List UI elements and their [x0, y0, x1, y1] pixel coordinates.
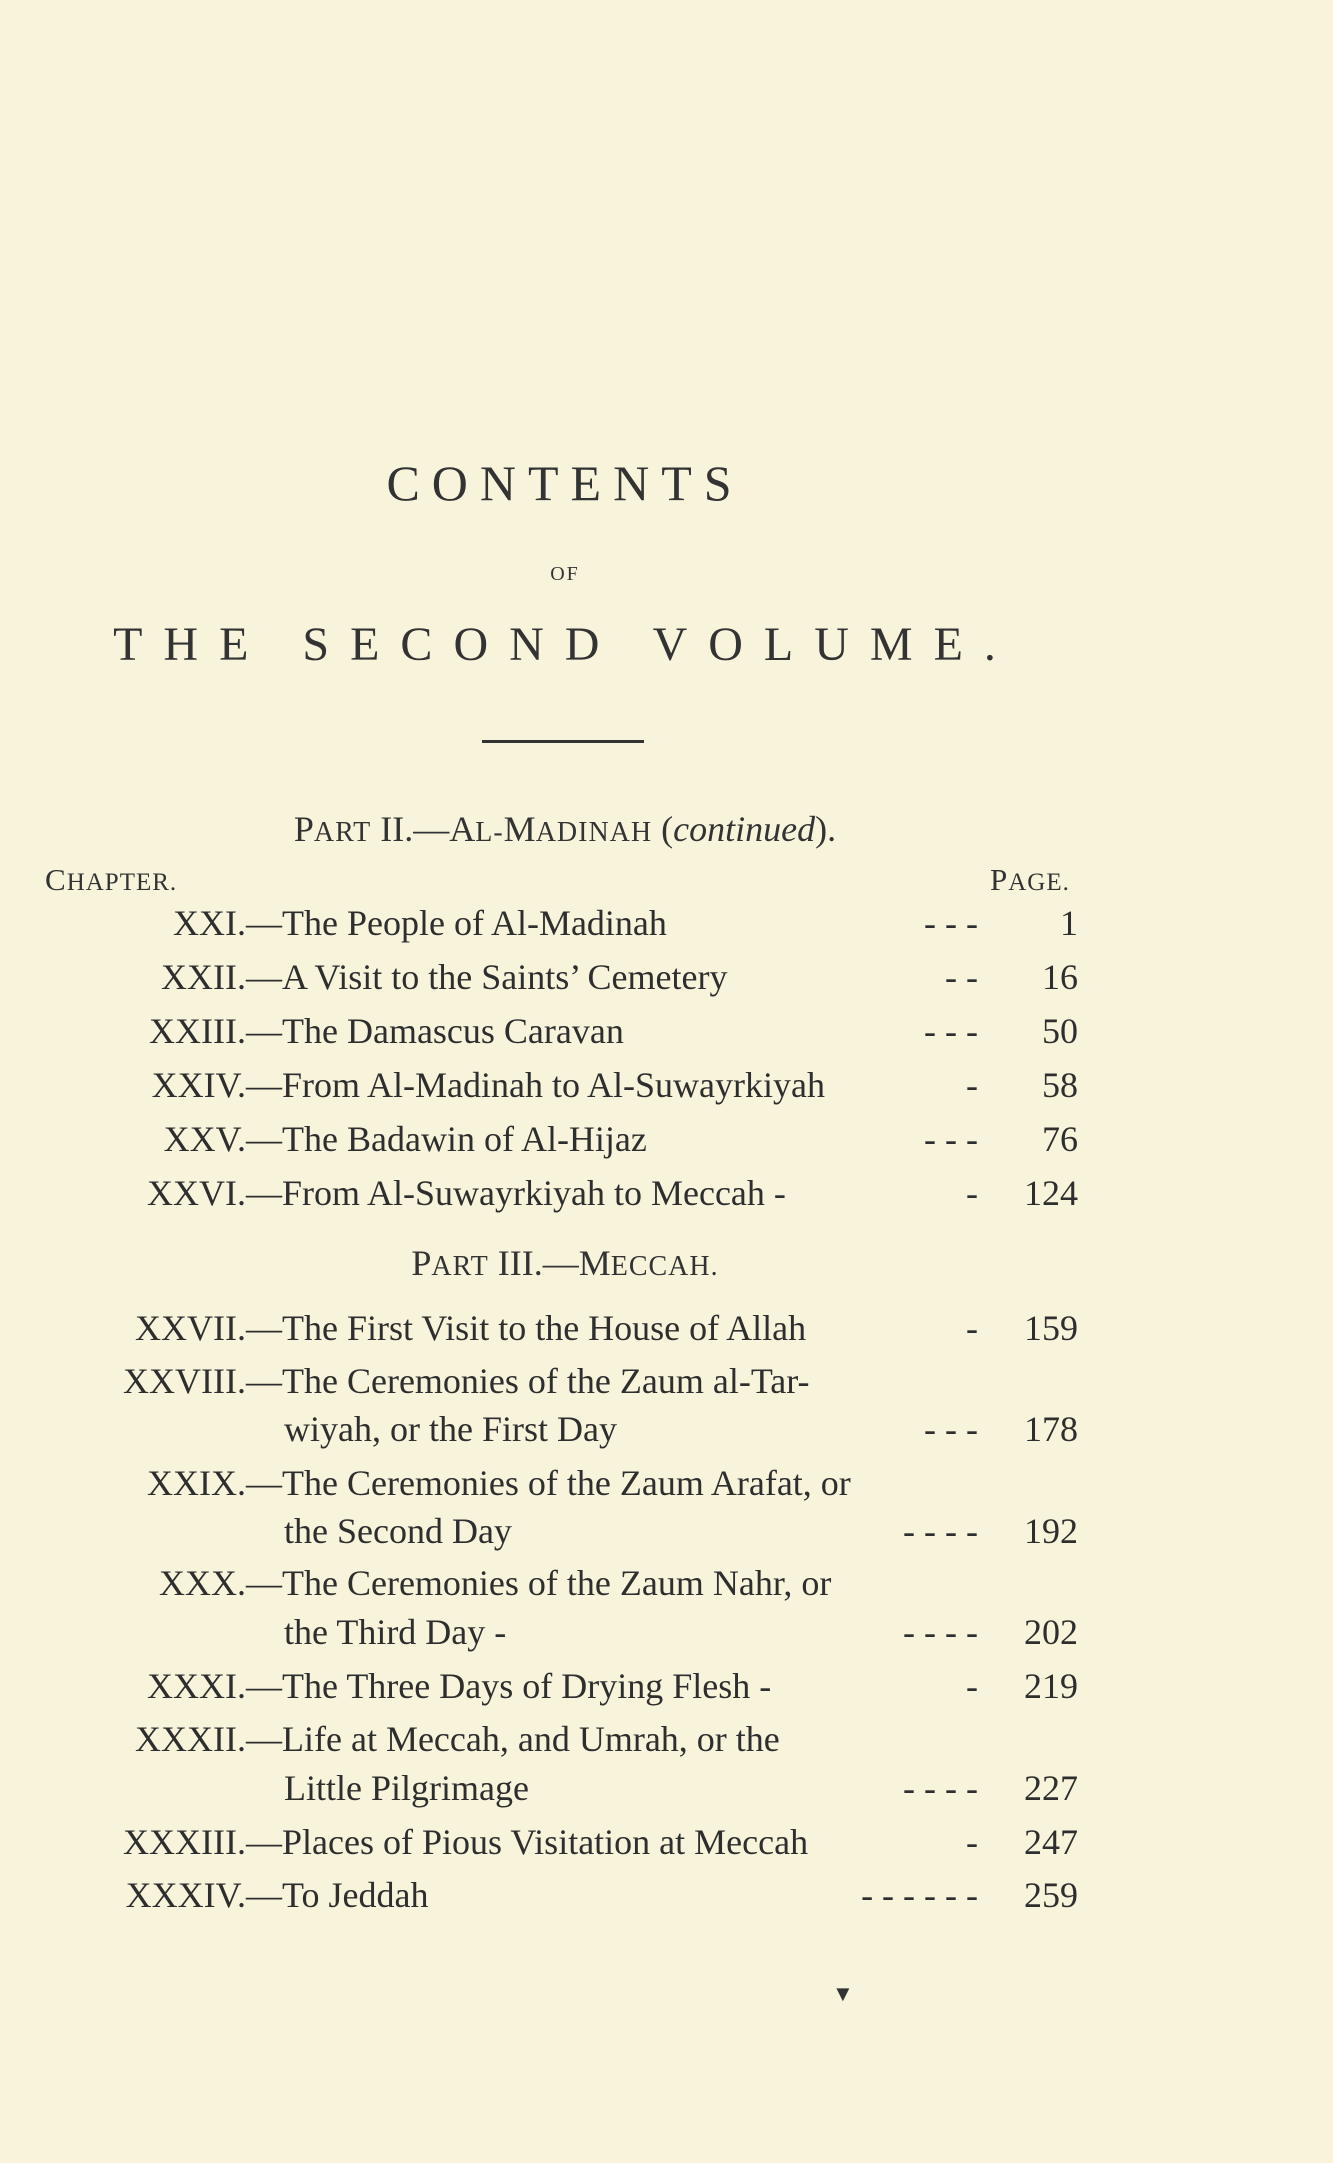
toc-row — [0, 1870, 1333, 1920]
toc-row — [0, 898, 1333, 948]
page-number: 50 — [1042, 1011, 1078, 1051]
chapter-number: XXXIII. — [123, 1822, 246, 1862]
chapter-number: XXI. — [173, 903, 246, 943]
part-two-paren-close: ). — [815, 809, 837, 849]
part-two-m-rest: ADINAH — [535, 817, 653, 848]
toc-row — [0, 1661, 1333, 1711]
chapter-number: XXVIII. — [123, 1361, 246, 1401]
part-two-paren-open: ( — [661, 809, 674, 849]
toc-row — [0, 1114, 1333, 1164]
chapter-title: wiyah, or the First Day — [284, 1409, 617, 1449]
part-three-p-initial: P — [411, 1243, 432, 1283]
page-number: 16 — [1042, 957, 1078, 997]
leader-dashes: - - - - — [903, 1612, 978, 1652]
leader-dashes: - - - - - - — [861, 1875, 978, 1915]
toc-row — [0, 1458, 1333, 1508]
chapter-number: XXIII. — [149, 1011, 246, 1051]
part-two-p-initial: P — [293, 809, 314, 849]
chapter-title: —From Al-Suwayrkiyah to Meccah - — [246, 1173, 786, 1213]
leader-dashes: - - — [945, 957, 978, 997]
chapter-title: —To Jeddah — [246, 1875, 429, 1915]
part-three-numeral: III.— — [497, 1243, 579, 1283]
chapter-title: —The Ceremonies of the Zaum Arafat, or — [246, 1463, 851, 1503]
chapter-number: XXVII. — [135, 1308, 246, 1348]
part-two-heading — [0, 808, 1130, 850]
chapter-number: XXXIV. — [125, 1875, 246, 1915]
leader-dashes: - — [966, 1822, 978, 1862]
chapter-title: —The People of Al-Madinah — [246, 903, 667, 943]
chapter-column-header — [45, 862, 177, 898]
chapter-number: XXXI. — [147, 1666, 246, 1706]
volume-subtitle: THE SECOND VOLUME. — [113, 618, 1017, 671]
chapter-title: —Life at Meccah, and Umrah, or the — [246, 1719, 780, 1759]
page-number: 259 — [1024, 1875, 1078, 1915]
chapter-title: —The First Visit to the House of Allah — [246, 1308, 807, 1348]
chapter-number: XXII. — [161, 957, 246, 997]
contents-title: CONTENTS — [386, 455, 744, 511]
chapter-number: XXV. — [163, 1119, 246, 1159]
leader-dashes: - - - — [924, 1011, 978, 1051]
leader-dashes: - - - - — [903, 1768, 978, 1808]
page-number: 192 — [1024, 1511, 1078, 1551]
toc-row-continuation — [0, 1404, 1333, 1454]
leader-dashes: - - - — [924, 1409, 978, 1449]
part-two-m-initial: M — [503, 809, 536, 849]
toc-row — [0, 1006, 1333, 1056]
chapter-title: the Third Day - — [284, 1612, 507, 1652]
chapter-number: XXX. — [159, 1563, 246, 1603]
chapter-title: the Second Day — [284, 1511, 512, 1551]
page-number: 1 — [1060, 903, 1078, 943]
chapter-title: —The Ceremonies of the Zaum al-Tar- — [246, 1361, 810, 1401]
chapter-initial: C — [45, 862, 67, 897]
leader-dashes: - - - — [924, 903, 978, 943]
chapter-title: —The Ceremonies of the Zaum Nahr, or — [246, 1563, 832, 1603]
chapter-title: —The Badawin of Al-Hijaz — [246, 1119, 647, 1159]
chapter-title: —The Three Days of Drying Flesh - — [246, 1666, 772, 1706]
chapter-number: XXIX. — [147, 1463, 246, 1503]
part-two-p-rest: ART — [313, 817, 372, 848]
part-two-a-initial: A — [449, 809, 476, 849]
page-number: 58 — [1042, 1065, 1078, 1105]
leader-dashes: - — [966, 1065, 978, 1105]
part-three-heading — [0, 1242, 1130, 1284]
chapter-title: —The Damascus Caravan — [246, 1011, 624, 1051]
toc-row — [0, 1817, 1333, 1867]
chapter-rest: HAPTER. — [66, 869, 178, 896]
leader-dashes: - — [966, 1173, 978, 1213]
page-number: 178 — [1024, 1409, 1078, 1449]
page-number: 202 — [1024, 1612, 1078, 1652]
leader-dashes: - - - - — [903, 1511, 978, 1551]
leader-dashes: - — [966, 1666, 978, 1706]
part-three-p-rest: ART — [431, 1251, 489, 1282]
chapter-number: XXXII. — [135, 1719, 246, 1759]
page-initial: P — [990, 862, 1009, 897]
toc-row-continuation — [0, 1763, 1333, 1813]
page-column-header — [990, 862, 1070, 898]
page-number: 219 — [1024, 1666, 1078, 1706]
leader-dashes: - - - — [924, 1119, 978, 1159]
page-number: 159 — [1024, 1308, 1078, 1348]
toc-row — [0, 952, 1333, 1002]
chapter-title: Little Pilgrimage — [284, 1768, 529, 1808]
leader-dashes: - — [966, 1308, 978, 1348]
part-three-m-rest: ECCAH. — [610, 1251, 719, 1282]
part-two-continued: continued — [673, 809, 816, 849]
chapter-number: XXIV. — [151, 1065, 246, 1105]
of-label: OF — [550, 563, 580, 585]
toc-row-continuation — [0, 1506, 1333, 1556]
chapter-number: XXVI. — [147, 1173, 246, 1213]
toc-row-continuation — [0, 1607, 1333, 1657]
page-number: 227 — [1024, 1768, 1078, 1808]
chapter-title: —A Visit to the Saints’ Cemetery — [246, 957, 728, 997]
toc-row — [0, 1060, 1333, 1110]
toc-row — [0, 1558, 1333, 1608]
printer-mark-icon: ▼ — [832, 1981, 854, 2006]
toc-row — [0, 1168, 1333, 1218]
part-two-numeral: II.— — [380, 809, 450, 849]
page-rest: AGE. — [1008, 869, 1070, 896]
toc-row — [0, 1303, 1333, 1353]
title-rule — [482, 740, 644, 743]
toc-row — [0, 1356, 1333, 1406]
toc-row — [0, 1714, 1333, 1764]
part-two-a-rest: L- — [475, 817, 504, 848]
page-number: 76 — [1042, 1119, 1078, 1159]
page-number: 247 — [1024, 1822, 1078, 1862]
part-three-m-initial: M — [578, 1243, 611, 1283]
chapter-title: —Places of Pious Visitation at Meccah — [246, 1822, 809, 1862]
chapter-title: —From Al-Madinah to Al-Suwayrkiyah — [246, 1065, 825, 1105]
page-number: 124 — [1024, 1173, 1078, 1213]
